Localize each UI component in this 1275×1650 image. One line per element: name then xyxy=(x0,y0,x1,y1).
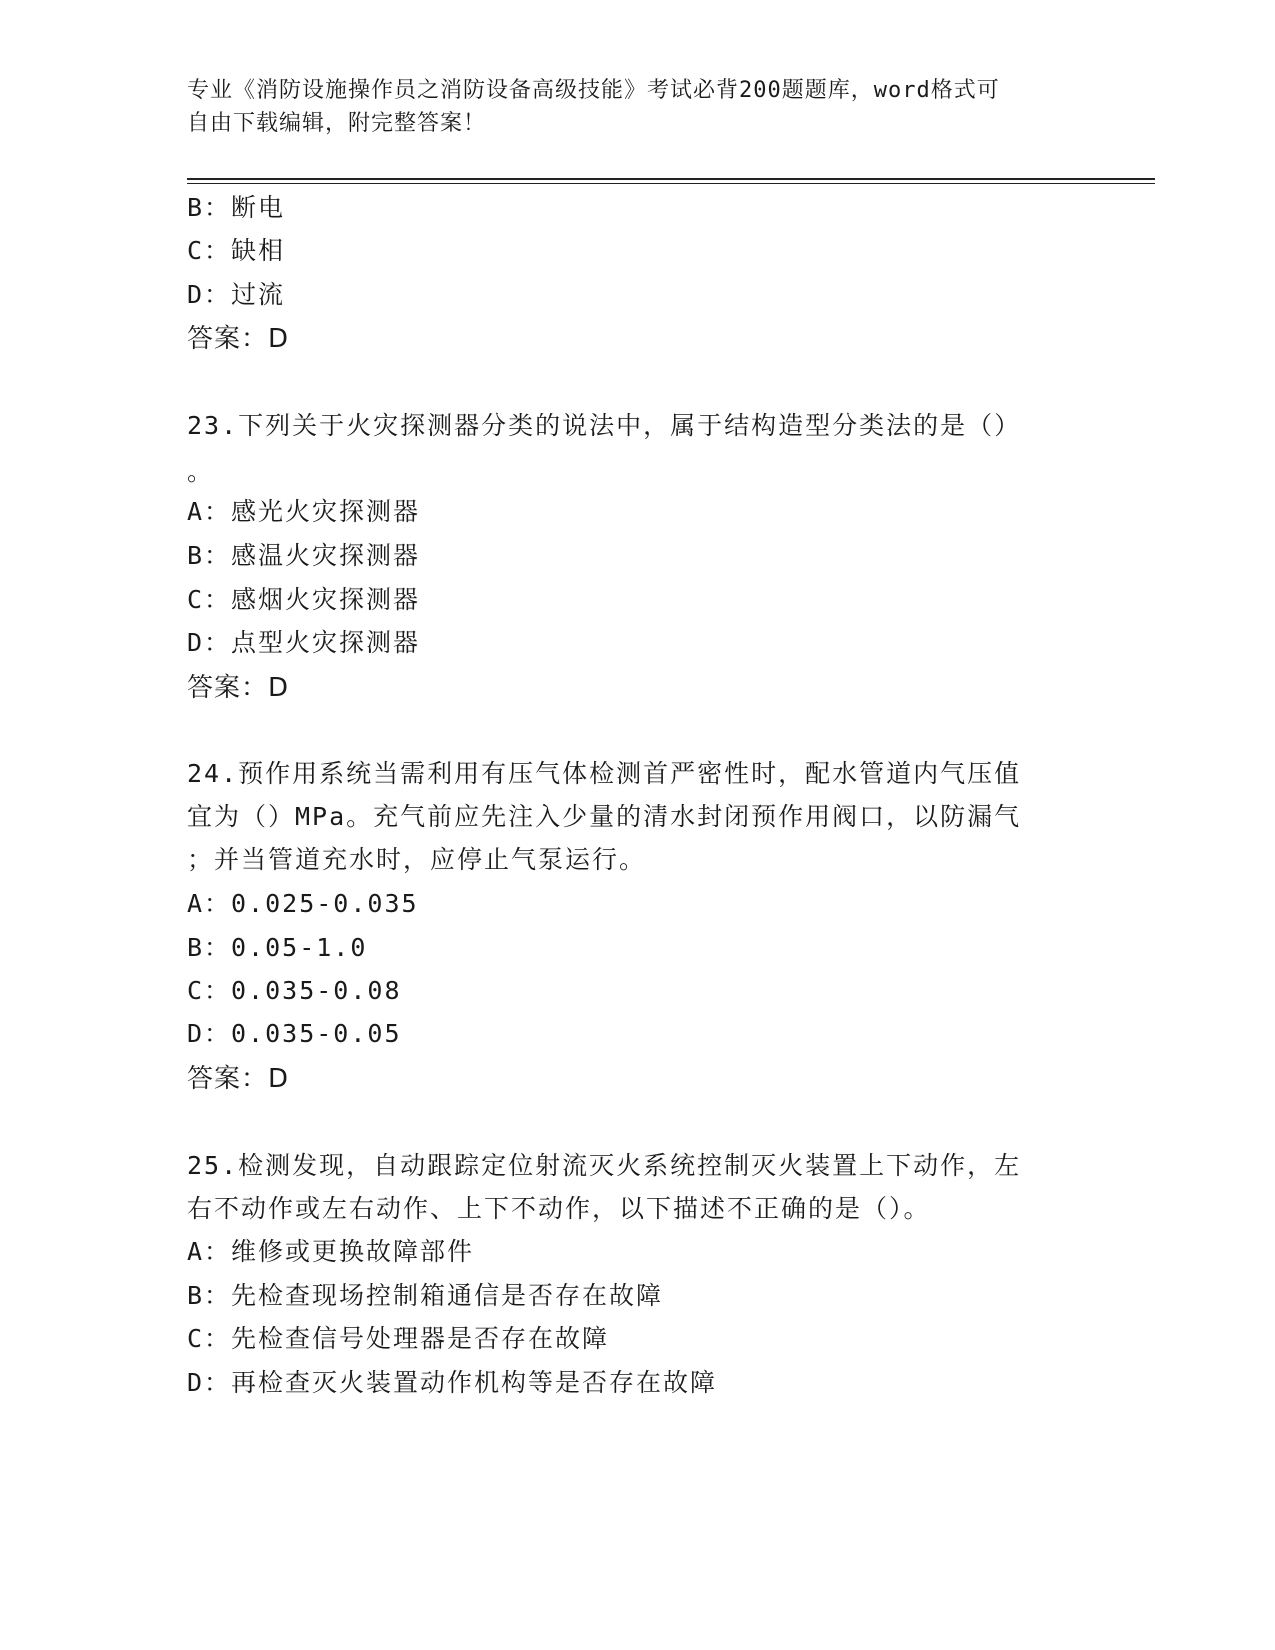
header-line-2: 自由下载编辑，附完整答案！ xyxy=(187,111,487,136)
question-stem-continued: 右不动作或左右动作、上下不动作，以下描述不正确的是（）。 xyxy=(187,1194,931,1223)
answer-line: 答案：D xyxy=(187,1064,290,1094)
question-stem-continued: 。 xyxy=(187,457,215,486)
answer-line: 答案：D xyxy=(187,324,290,354)
header-divider-thin xyxy=(187,183,1155,184)
question-stem: 24.预作用系统当需利用有压气体检测首严密性时，配水管道内气压值 xyxy=(187,759,1022,788)
question-stem-continued: ；并当管道充水时，应停止气泵运行。 xyxy=(187,845,647,874)
option-d: D：过流 xyxy=(187,280,286,309)
option-d: D：点型火灾探测器 xyxy=(187,628,421,657)
option-c: C：缺相 xyxy=(187,236,286,265)
option-b: B：断电 xyxy=(187,193,286,222)
option-c: C：先检查信号处理器是否存在故障 xyxy=(187,1324,610,1353)
option-a: A：维修或更换故障部件 xyxy=(187,1237,475,1266)
document-header xyxy=(187,74,1067,140)
option-b: B：0.05-1.0 xyxy=(187,933,368,962)
header-divider xyxy=(187,178,1155,180)
option-a: A：感光火灾探测器 xyxy=(187,497,421,526)
answer-line: 答案：D xyxy=(187,673,290,703)
question-stem: 23.下列关于火灾探测器分类的说法中，属于结构造型分类法的是（） xyxy=(187,411,1022,440)
option-d: D：0.035-0.05 xyxy=(187,1019,402,1048)
option-d: D：再检查灭火装置动作机构等是否存在故障 xyxy=(187,1368,718,1397)
question-stem: 25.检测发现，自动跟踪定位射流灭火系统控制灭火装置上下动作，左 xyxy=(187,1151,1022,1180)
option-a: A：0.025-0.035 xyxy=(187,889,419,918)
option-b: B：先检查现场控制箱通信是否存在故障 xyxy=(187,1281,664,1310)
option-c: C：0.035-0.08 xyxy=(187,976,402,1005)
header-line-1: 专业《消防设施操作员之消防设备高级技能》考试必背200题题库，word格式可 xyxy=(187,78,1000,103)
question-stem-continued: 宜为（）MPa。充气前应先注入少量的清水封闭预作用阀口，以防漏气 xyxy=(187,802,1022,831)
option-b: B：感温火灾探测器 xyxy=(187,541,421,570)
option-c: C：感烟火灾探测器 xyxy=(187,585,421,614)
